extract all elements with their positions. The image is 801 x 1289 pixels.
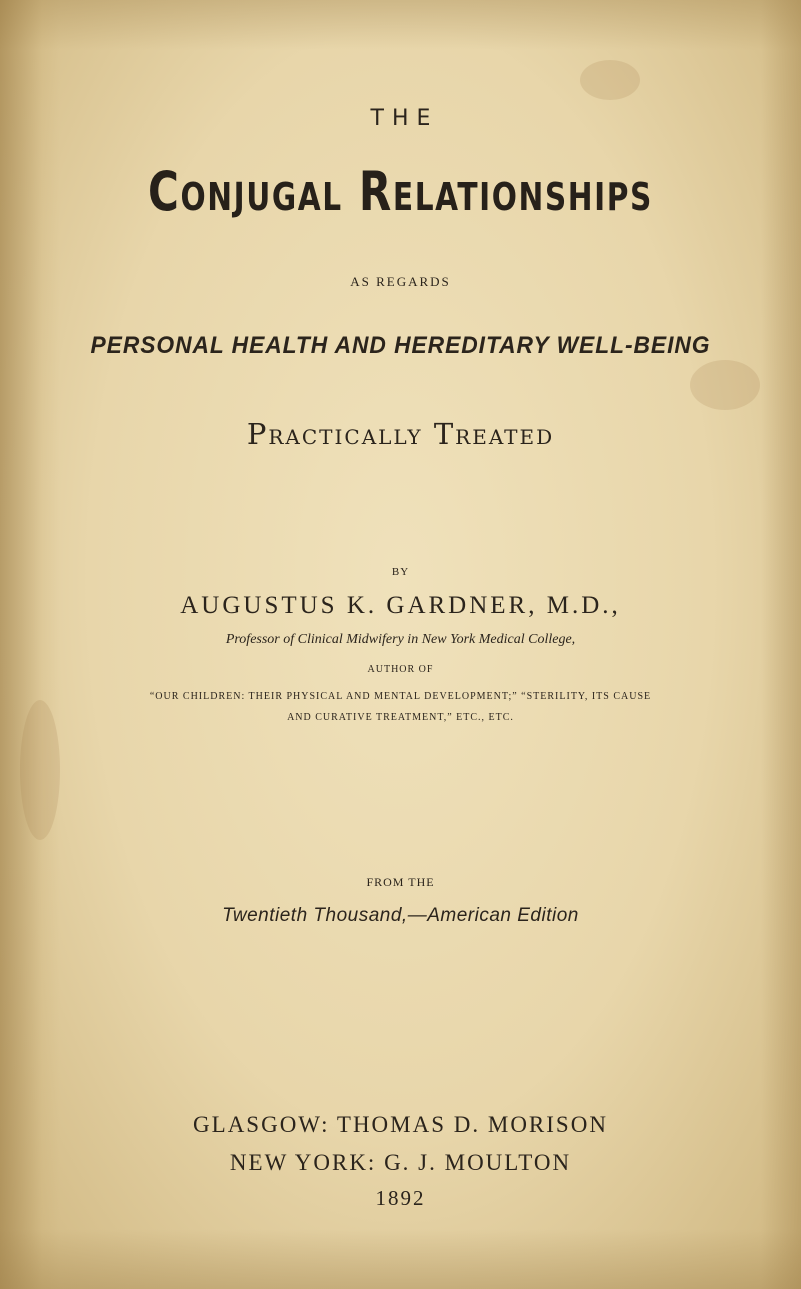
author-title: Professor of Clinical Midwifery in New York Medical College, — [225, 632, 576, 647]
author-of-label: AUTHOR OF — [367, 664, 434, 675]
main-title: Conjugal Relationships — [148, 160, 653, 223]
as-regards-text: AS REGARDS — [350, 274, 451, 289]
paper-stain — [580, 60, 640, 100]
edition-line: Twentieth Thousand,—American Edition — [222, 905, 579, 926]
other-works: “OUR CHILDREN: THEIR PHYSICAL AND MENTAL DEVELOPMENT;” “STERILITY, ITS CAUSE AND CURATIVE TREATMENT,” ETC., ETC. — [149, 691, 652, 723]
publisher-glasgow: GLASGOW: THOMAS D. MORISON — [193, 1112, 608, 1137]
paper-edge-bottom — [0, 1229, 801, 1289]
from-the-label: FROM THE — [366, 875, 435, 889]
publisher-new-york: NEW YORK: G. J. MOULTON — [229, 1150, 572, 1175]
by-text: BY — [391, 566, 410, 578]
paper-edge-top — [0, 0, 801, 50]
treatment-line: Practically Treated — [246, 417, 555, 451]
subtitle-subject: PERSONAL HEALTH AND HEREDITARY WELL-BEING — [90, 332, 711, 359]
publication-year: 1892 — [375, 1186, 426, 1210]
author-name: AUGUSTUS K. GARDNER, M.D., — [180, 592, 621, 619]
paper-stain — [690, 360, 760, 410]
title-prefix: THE — [370, 106, 439, 131]
